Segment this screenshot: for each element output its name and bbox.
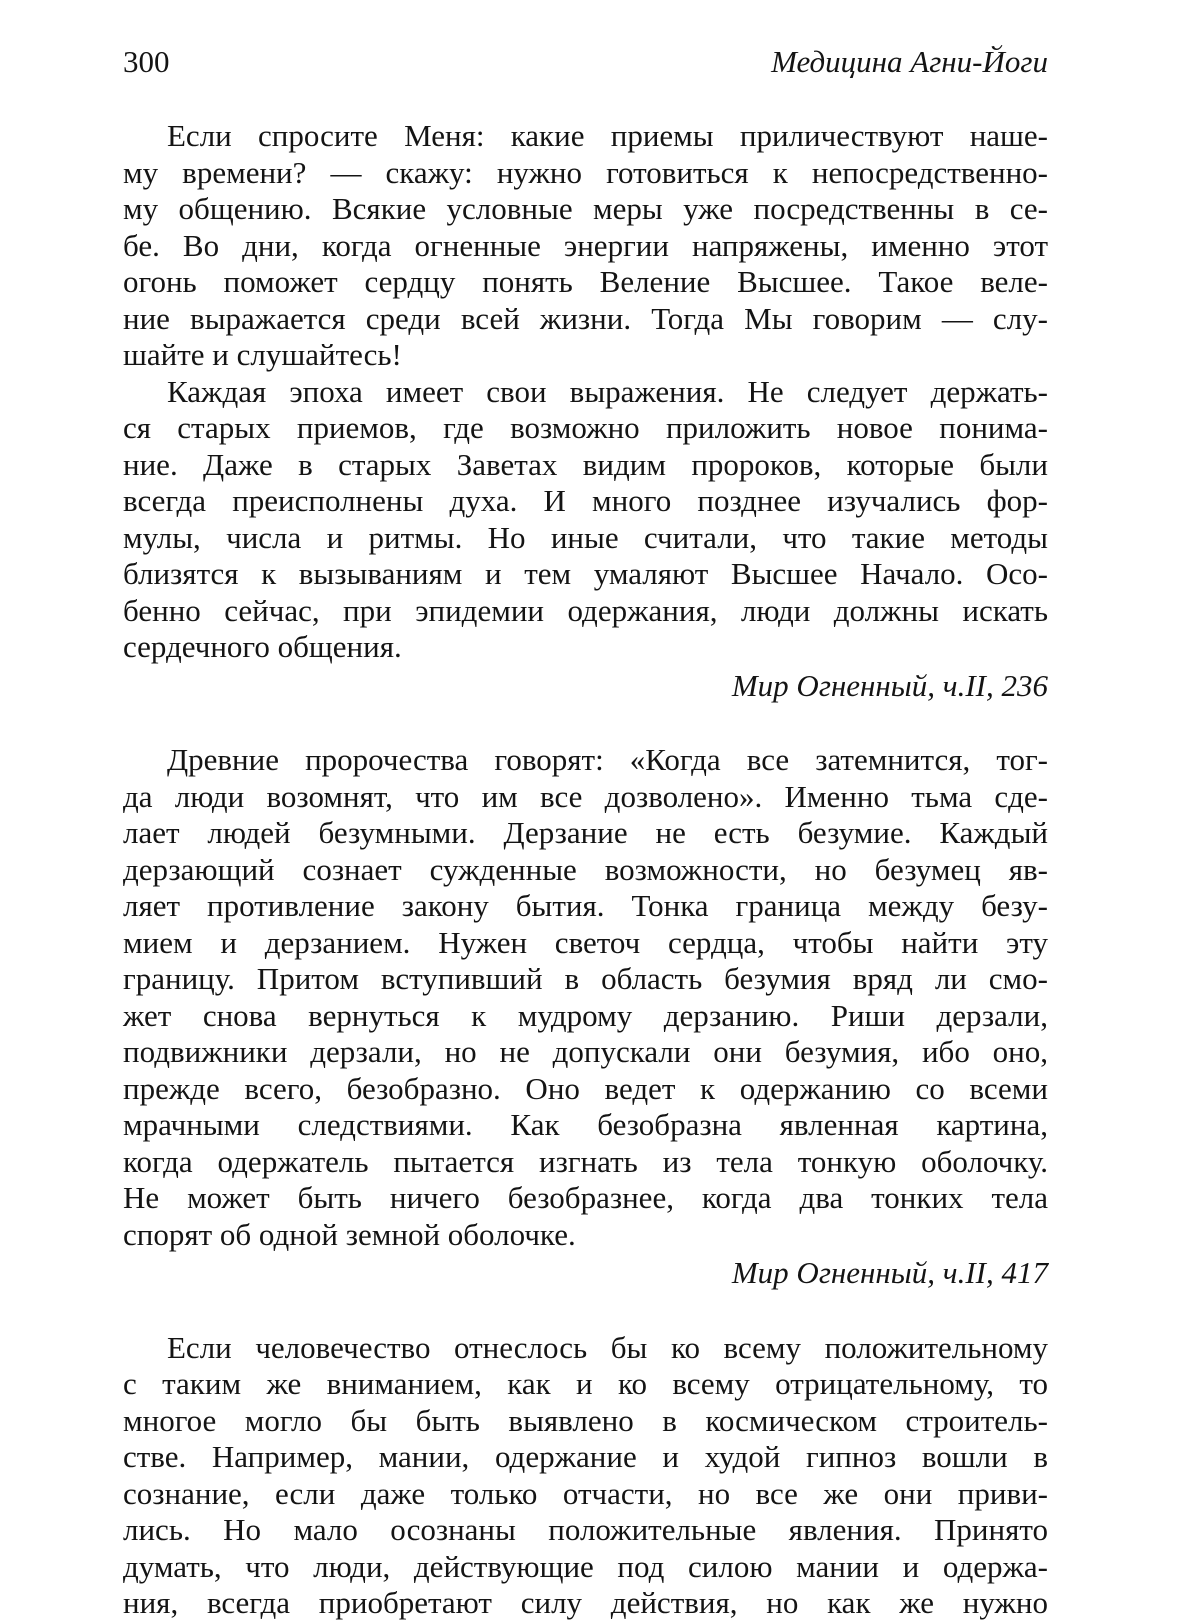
text-line: сердечного общения. (123, 629, 402, 664)
text-line: сознание, если даже только отчасти, но все же они приви- (123, 1475, 1048, 1511)
text-line: думать, что люди, действующие под силою мании и одержа- (123, 1548, 1048, 1584)
text-line: ние выражается среди всей жизни. Тогда Мы говорим — слу- (123, 300, 1048, 336)
paragraph (123, 1330, 1048, 1622)
text-line: ние. Даже в старых Заветах видим пророков, которые были (123, 446, 1048, 482)
excerpt-section (123, 118, 1048, 704)
text-line: дерзающий сознает сужденные возможности, но безумец яв- (123, 851, 1048, 887)
source-citation: Мир Огненный, ч.II, 417 (731, 1255, 1048, 1290)
text-line: бенно сейчас, при эпидемии одержания, люди должны искать (123, 592, 1048, 628)
text-line: огонь поможет сердцу понять Веление Высшее. Такое веле- (123, 264, 1048, 299)
text-line: Древние пророчества говорят: «Когда все затемнится, тог- (167, 742, 1048, 777)
text-line: когда одержатель пытается изгнать из тела тонкую оболочку. (123, 1143, 1048, 1179)
text-line: Если спросите Меня: какие приемы приличествуют наше- (167, 118, 1048, 153)
text-line: лает людей безумными. Дерзание не есть безумие. Каждый (123, 815, 1048, 850)
section-gap (123, 704, 1048, 742)
paragraph (123, 374, 1048, 666)
text-line: прежде всего, безобразно. Оно ведет к одержанию со всеми (123, 1070, 1048, 1106)
text-line: Не может быть ничего безобразнее, когда два тонких тела (123, 1180, 1048, 1215)
text-line: мием и дерзанием. Нужен светоч сердца, чтобы найти эту (123, 924, 1048, 960)
text-line: ляет противление закону бытия. Тонка граница между безу- (123, 888, 1048, 923)
text-line: Каждая эпоха имеет свои выражения. Не следует держать- (167, 373, 1048, 409)
text-line: с таким же вниманием, как и ко всему отрицательному, то (123, 1366, 1048, 1401)
text-line: спорят об одной земной оболочке. (123, 1216, 576, 1252)
text-line: Если человечество отнеслось бы ко всему положительному (167, 1329, 1048, 1365)
running-title: Медицина Агни-Йоги (771, 44, 1048, 79)
text-line: му общению. Всякие условные меры уже посредственны в се- (123, 191, 1048, 226)
text-line: бе. Во дни, когда огненные энергии напряжены, именно этот (123, 227, 1048, 263)
page-body (123, 118, 1048, 1622)
excerpt-section (123, 742, 1048, 1292)
text-line: стве. Например, мании, одержание и худой гипноз вошли в (123, 1439, 1048, 1474)
text-line: шайте и слушайтесь! (123, 337, 402, 372)
page-number: 300 (123, 44, 170, 79)
text-line: всегда преисполнены духа. И много позднее изучались фор- (123, 483, 1048, 518)
text-line: мрачными следствиями. Как безобразна явленная картина, (123, 1107, 1048, 1142)
text-line: ния, всегда приобретают силу действия, но как же нужно (123, 1585, 1048, 1620)
excerpt-section (123, 1330, 1048, 1622)
text-line: лись. Но мало осознаны положительные явления. Принято (123, 1512, 1048, 1547)
paragraph (123, 118, 1048, 374)
text-line: многое могло бы быть выявлено в космическом строитель- (123, 1402, 1048, 1438)
paragraph (123, 742, 1048, 1253)
page-header (123, 40, 1048, 84)
text-line: мулы, числа и ритмы. Но иные считали, что такие методы (123, 519, 1048, 555)
text-line: му времени? — скажу: нужно готовиться к непосредственно- (123, 154, 1048, 190)
text-line: ся старых приемов, где возможно приложить новое понима- (123, 410, 1048, 445)
text-line: близятся к вызываниям и тем умаляют Высшее Начало. Осо- (123, 556, 1048, 591)
text-line: да люди возомнят, что им все дозволено». Именно тьма сде- (123, 778, 1048, 814)
source-citation: Мир Огненный, ч.II, 236 (731, 667, 1048, 703)
section-gap (123, 1292, 1048, 1330)
text-line: подвижники дерзали, но не допускали они безумия, ибо оно, (123, 1034, 1048, 1069)
book-page (123, 40, 1048, 1622)
text-line: жет снова вернуться к мудрому дерзанию. Риши дерзали, (123, 997, 1048, 1033)
text-line: границу. Притом вступивший в область безумия вряд ли смо- (123, 961, 1048, 996)
